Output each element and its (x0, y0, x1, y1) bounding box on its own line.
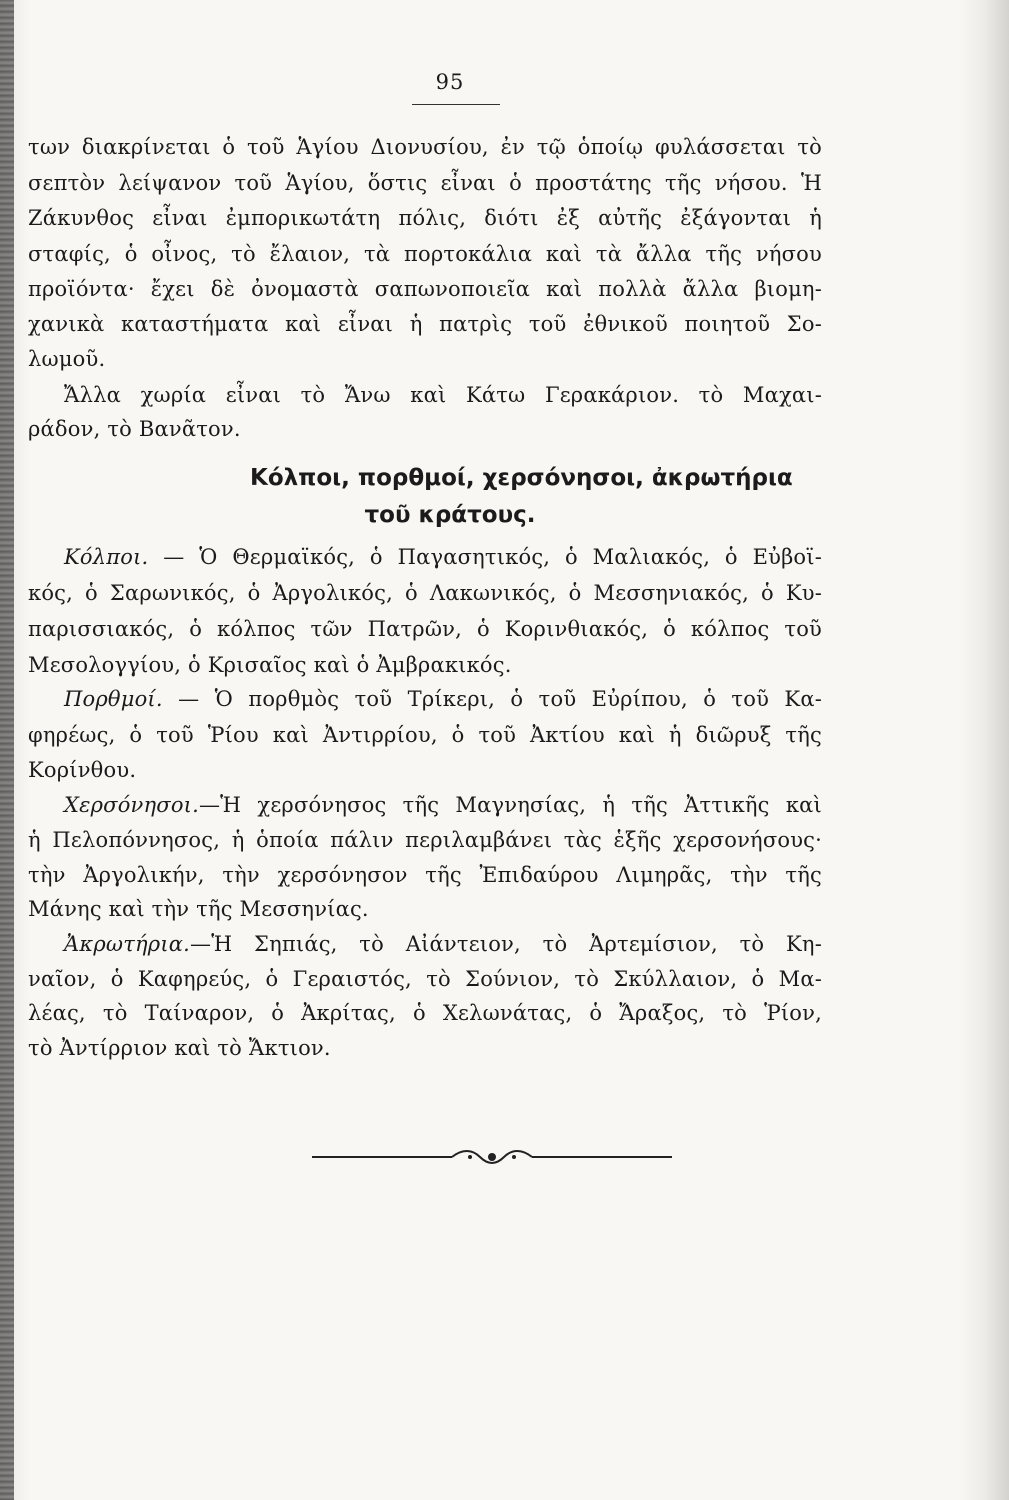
text-line: παρισσιακός, ὁ κόλπος τῶν Πατρῶν, ὁ Κορινθιακός, ὁ κόλπος τοῦ (28, 617, 822, 641)
page-number-rule (412, 104, 500, 105)
ornament-divider-icon (312, 1145, 672, 1169)
text-line: των διακρίνεται ὁ τοῦ Ἁγίου Διονυσίου, ἐν τῷ ὁποίῳ φυλάσσεται τὸ (28, 135, 822, 159)
text-line: λωμοῦ. (28, 347, 106, 371)
text-line: Μεσολογγίου, ὁ Κρισαῖος καὶ ὁ Ἀμβρακικός. (28, 653, 512, 677)
text-line: σταφίς, ὁ οἶνος, τὸ ἔλαιον, τὰ πορτοκάλια καὶ τὰ ἄλλα τῆς νήσου (28, 242, 822, 266)
porthmoi-first-line (64, 684, 822, 714)
page-binding-edge (0, 0, 14, 1500)
akrotiria-first-line (64, 929, 822, 959)
text-line: τὸ Ἀντίρριον καὶ τὸ Ἄκτιον. (28, 1036, 331, 1060)
chersonisoi-first-line (64, 790, 822, 820)
text-line: λέας, τὸ Ταίναρον, ὁ Ἀκρίτας, ὁ Χελωνάτας, ὁ Ἄραξος, τὸ Ῥίον, (28, 1001, 822, 1025)
kolpoi-label: Κόλποι. (64, 545, 149, 569)
porthmoi-text: — Ὁ πορθμὸς τοῦ Τρίκερι, ὁ τοῦ Εὐρίπου, ὁ τοῦ Κα- (162, 687, 822, 711)
text-line: προϊόντα· ἔχει δὲ ὀνομαστὰ σαπωνοποιεῖα καὶ πολλὰ ἄλλα βιομη- (28, 277, 822, 301)
akrotiria-label: Ἀκρωτήρια. (64, 932, 191, 956)
text-line: Ζάκυνθος εἶναι ἐμπορικωτάτη πόλις, διότι ἐξ αὐτῆς ἐξάγονται ἡ (28, 206, 822, 230)
text-line: ναῖον, ὁ Καφηρεύς, ὁ Γεραιστός, τὸ Σούνιον, τὸ Σκύλλαιον, ὁ Μα- (28, 967, 822, 991)
text-line: ράδον, τὸ Βανᾶτον. (28, 417, 241, 441)
kolpoi-text: — Ὁ Θερμαϊκός, ὁ Παγασητικός, ὁ Μαλιακός, ὁ Εὐβοϊ- (148, 545, 822, 569)
text-line: χανικὰ καταστήματα καὶ εἶναι ἡ πατρὶς τοῦ ἐθνικοῦ ποιητοῦ Σο- (28, 312, 822, 336)
porthmoi-label: Πορθμοί. (64, 687, 163, 711)
text-line: φηρέως, ὁ τοῦ Ῥίου καὶ Ἀντιρρίου, ὁ τοῦ Ἀκτίου καὶ ἡ διῶρυξ τῆς (28, 723, 822, 747)
text-line: Μάνης καὶ τὴν τῆς Μεσσηνίας. (28, 897, 369, 921)
text-line: ἡ Πελοπόννησος, ἡ ὁποία πάλιν περιλαμβάνει τὰς ἑξῆς χερσονήσους· (28, 828, 822, 852)
text-line: Κορίνθου. (28, 758, 137, 782)
akrotiria-text: —Ἡ Σηπιάς, τὸ Αἰάντειον, τὸ Ἀρτεμίσιον, τὸ Κη- (190, 932, 822, 956)
chersonisoi-label: Χερσόνησοι. (64, 793, 199, 817)
section-heading-continued: τοῦ κράτους. (364, 502, 536, 528)
section-heading: Κόλποι, πορθμοί, χερσόνησοι, ἀκρωτήρια (250, 465, 793, 491)
text-line: Ἄλλα χωρία εἶναι τὸ Ἄνω καὶ Κάτω Γερακάριον. τὸ Μαχαι- (64, 383, 822, 407)
page-number: 95 (435, 70, 465, 94)
text-line: σεπτὸν λείψανον τοῦ Ἁγίου, ὅστις εἶναι ὁ προστάτης τῆς νήσου. Ἡ (28, 171, 822, 195)
kolpoi-first-line (64, 542, 822, 572)
text-line: κός, ὁ Σαρωνικός, ὁ Ἀργολικός, ὁ Λακωνικός, ὁ Μεσσηνιακός, ὁ Κυ- (28, 581, 822, 605)
text-line: τὴν Ἀργολικήν, τὴν χερσόνησον τῆς Ἐπιδαύρου Λιμηρᾶς, τὴν τῆς (28, 863, 822, 887)
chersonisoi-text: —Ἡ χερσόνησος τῆς Μαγνησίας, ἡ τῆς Ἀττικῆς καὶ (198, 793, 822, 817)
